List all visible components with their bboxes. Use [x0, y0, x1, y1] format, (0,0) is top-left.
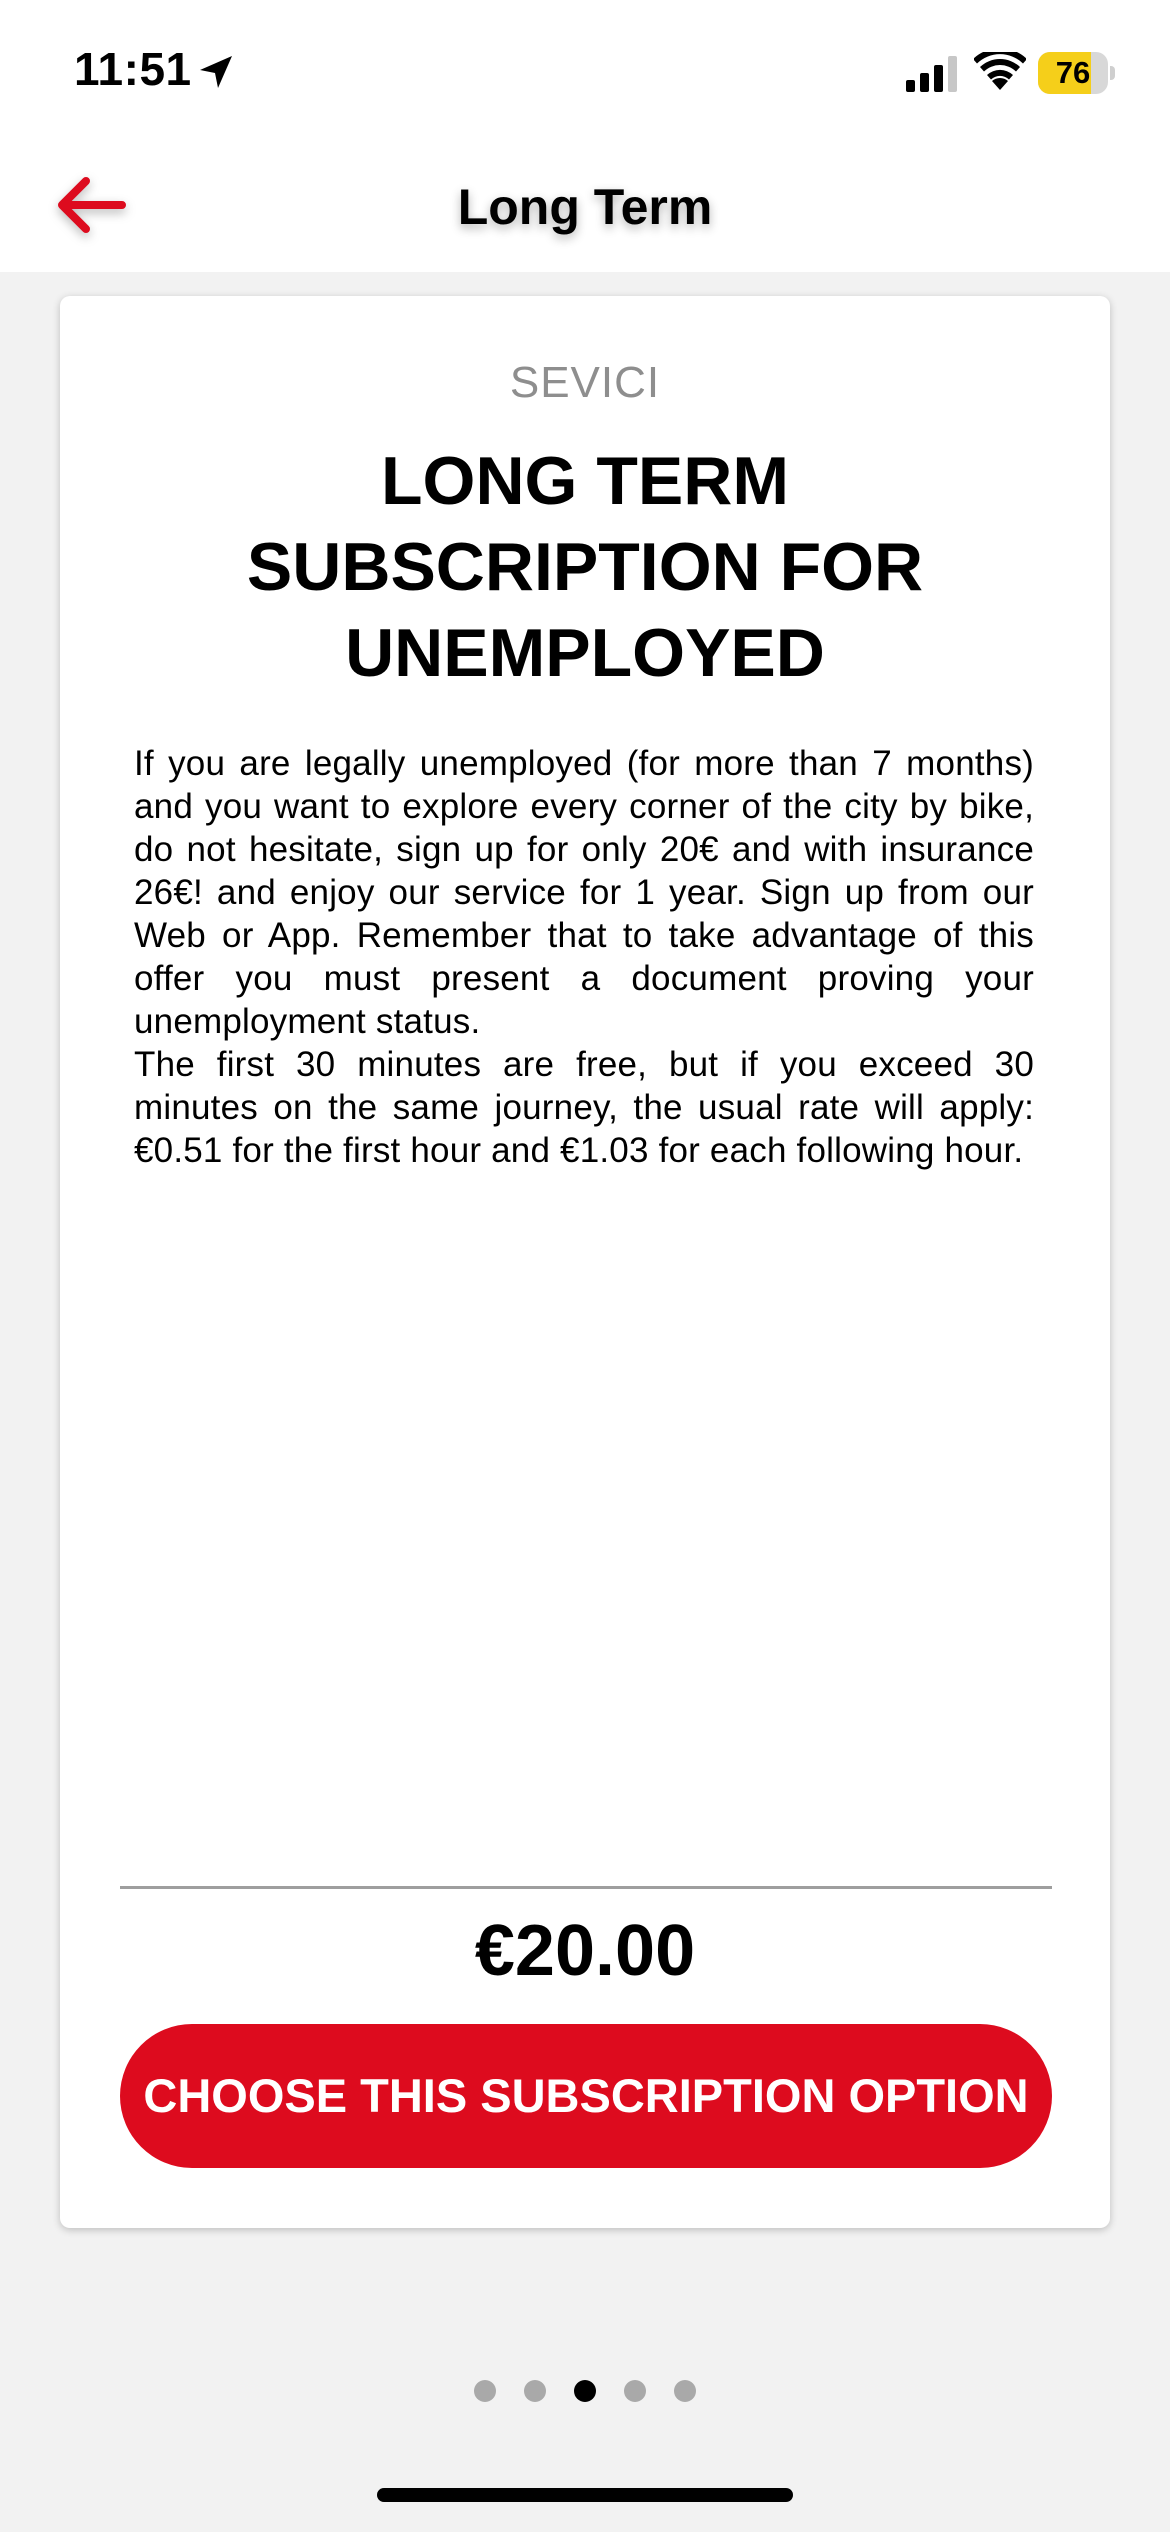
cellular-signal-icon: [906, 56, 960, 92]
divider: [120, 1886, 1052, 1889]
subscription-price: €20.00: [474, 1911, 696, 1991]
description-paragraph: If you are legally unemployed (for more than 7 months) and you want to explore every corner of the city by bike, do not hesitate, sign up for only 20€ and with insurance 26€! and enjoy our service for 1 year. Sign up from our Web or App. Remember that to take advantage of this offer you must present a document proving your unemployment status.: [134, 744, 1034, 1041]
status-bar: [0, 0, 1170, 140]
provider-label: SEVICI: [509, 358, 661, 407]
description-paragraph: The first 30 minutes are free, but if you exceed 30 minutes on the same journey, the usual rate will apply: €0.51 for the first hour and €1.03 for each following hour.: [134, 1045, 1034, 1170]
battery-level: 76: [1055, 55, 1091, 90]
location-arrow-icon: [196, 52, 236, 92]
wifi-icon: [974, 52, 1026, 92]
subscription-description: [134, 742, 1034, 1172]
status-time: 11:51: [74, 43, 192, 95]
page-indicator: [0, 2380, 1170, 2404]
page-dot-active[interactable]: [574, 2380, 596, 2402]
page-dot[interactable]: [524, 2380, 546, 2402]
battery-cap: [1110, 66, 1115, 80]
home-indicator[interactable]: [377, 2488, 793, 2502]
page-dot[interactable]: [674, 2380, 696, 2402]
page-dot[interactable]: [474, 2380, 496, 2402]
choose-subscription-button[interactable]: CHOOSE THIS SUBSCRIPTION OPTION: [120, 2024, 1052, 2168]
nav-header: [0, 140, 1170, 272]
page-dot[interactable]: [624, 2380, 646, 2402]
subscription-title: LONG TERM SUBSCRIPTION FOR UNEMPLOYED: [246, 443, 924, 691]
battery-body: [1038, 52, 1108, 94]
battery-icon: [1038, 52, 1114, 94]
page-title: Long Term: [457, 179, 713, 235]
subscription-card: [60, 296, 1110, 2228]
